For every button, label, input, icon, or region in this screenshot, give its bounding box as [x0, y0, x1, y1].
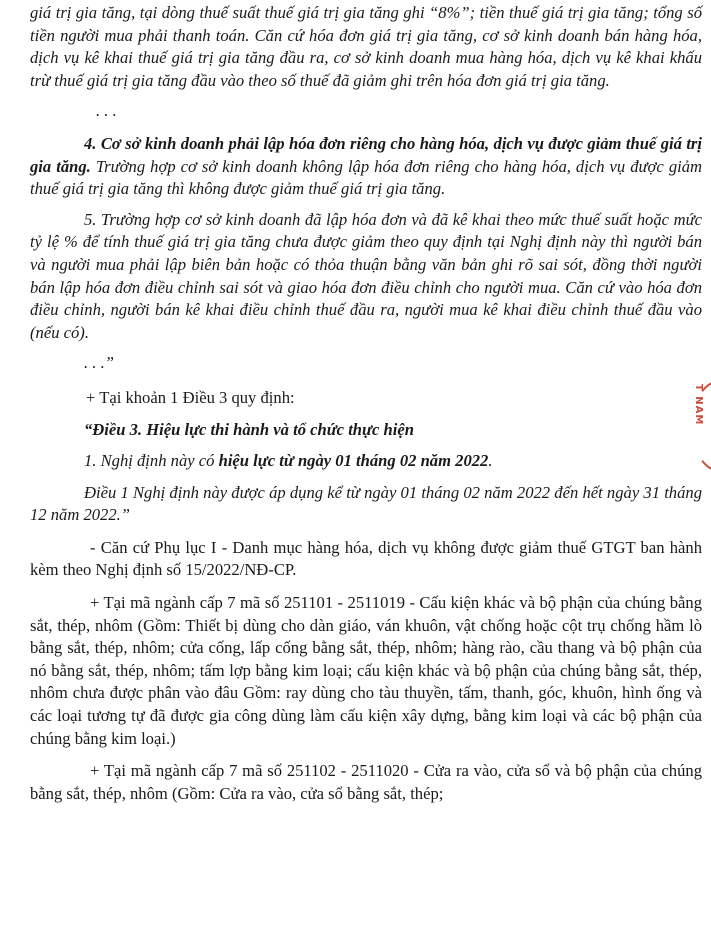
document-page [30, 0, 702, 805]
item-4-rest: Trường hợp cơ sở kinh doanh không lập hóa đơn riêng cho hàng hóa, dịch vụ được giảm thuế giá trị gia tăng thì không được giảm thuế giá trị gia tăng. [30, 156, 703, 199]
paragraph-item-4 [30, 133, 702, 201]
ma-nganh-251101: + Tại mã ngành cấp 7 mã số 251101 - 2511019 - Cấu kiện khác và bộ phận của chúng bằng sắt, thép, nhôm (Gồm: Thiết bị dùng cho dàn giáo, ván khuôn, vật chống hoặc cột trụ chống hầm lò bằng sắt, thép, nhôm; cửa cống, lấp cống bằng sắt, thép, nhôm; hàng rào, cầu thang và bộ phận của nó bằng sắt, thép, nhôm; tấm lợp bằng kim loại; cấu kiện khác và bộ phận của chúng bằng sắt, thép, nhôm chưa được phân vào đâu Gồm: ray dùng cho tàu thuyền, tấm, thanh, góc, khuôn, hình ống và các loại tương tự đã được gia công dùng làm cấu kiện xây dựng, bằng kim loại và các bộ phận của chúng bằng kim loại.) [30, 593, 702, 748]
phu-luc-paragraph: - Căn cứ Phụ lục I - Danh mục hàng hóa, dịch vụ không được giảm thuế GTGT ban hành kèm theo Nghị định số 15/2022/NĐ-CP. [30, 537, 702, 580]
paragraph-item-5: 5. Trường hợp cơ sở kinh doanh đã lập hóa đơn và đã kê khai theo mức thuế suất hoặc mức tỷ lệ % để tính thuế giá trị gia tăng chưa được giảm theo quy định tại Nghị định này thì người bán và người mua phải lập biên bản hoặc có thỏa thuận bằng văn bản ghi rõ sai sót, đồng thời người bán lập hóa đơn điều chỉnh sai sót và giao hóa đơn điều chỉnh cho người mua. Căn cứ vào hóa đơn điều chỉnh, người bán kê khai điều chỉnh thuế đầu ra, người mua kê khai điều chỉnh thuế đầu vào (nếu có). [30, 209, 702, 342]
dieu-3-heading: “Điều 3. Hiệu lực thi hành và tổ chức thực hiện [84, 419, 414, 439]
ma-nganh-251102: + Tại mã ngành cấp 7 mã số 251102 - 2511020 - Cửa ra vào, cửa sổ và bộ phận của chúng bằng sắt, thép, nhôm (Gồm: Cửa ra vào, cửa sổ bằng sắt, thép; [30, 761, 702, 803]
item-4-bold: 4. Cơ sở kinh doanh phải lập hóa đơn riêng cho hàng hóa, dịch vụ được giảm thuế giá trị gia tăng. [30, 133, 702, 176]
stamp-text: T NAM [693, 384, 704, 426]
ellipsis: . . . [96, 101, 117, 121]
hieu-luc-end: . [488, 451, 493, 471]
paragraph-hoa-don: giá trị gia tăng, tại dòng thuế suất thuế giá trị gia tăng ghi “8%”; tiền thuế giá trị gia tăng; tổng số tiền người mua phải thanh toán. Căn cứ hóa đơn giá trị gia tăng, cơ sở kinh doanh bán hàng hóa, dịch vụ kê khai thuế giá trị gia tăng đầu ra, cơ sở kinh doanh mua hàng hóa, dịch vụ kê khai khấu trừ thuế giá trị gia tăng đầu vào theo số thuế đã giảm ghi trên hóa đơn giá trị gia tăng. [30, 3, 702, 90]
ellipsis-closing: . . .” [84, 353, 114, 373]
red-stamp-fragment [681, 384, 709, 464]
khoan-1-dieu-3: + Tại khoản 1 Điều 3 quy định: [86, 387, 295, 407]
hieu-luc-lead: 1. Nghị định này có [84, 451, 219, 471]
dieu-1-paragraph: Điều 1 Nghị định này được áp dụng kể từ ngày 01 tháng 02 năm 2022 đến hết ngày 31 tháng 12 năm 2022.” [30, 482, 702, 525]
hieu-luc-date: hiệu lực từ ngày 01 tháng 02 năm 2022 [218, 451, 489, 471]
hieu-luc-paragraph [30, 450, 702, 473]
